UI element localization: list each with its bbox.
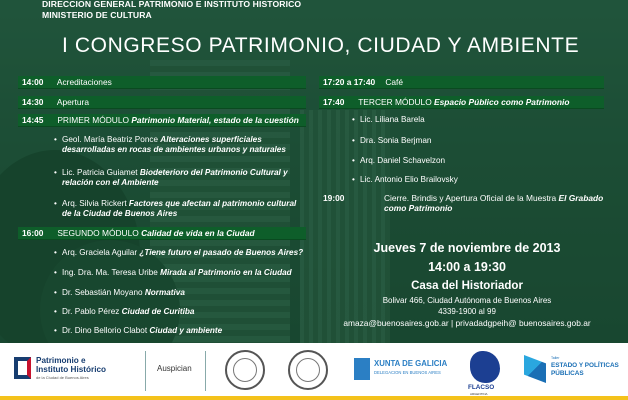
speaker-item: • Ing. Dra. Ma. Teresa Uribe Mirada al Patrimonio en la Ciudad [62, 268, 312, 278]
sponsor-footer [0, 343, 628, 400]
speaker-item: • Arq. Daniel Schavelzon [360, 156, 600, 166]
event-phone: 4339-1900 al 99 [438, 307, 496, 316]
epp-mark-icon [524, 355, 546, 383]
speaker-item: • Geol. María Beatriz Ponce Alteraciones superficiales desarrolladas en rocas de ambientes urbanos y naturales [62, 135, 308, 155]
speaker-item: • Dr. Dino Bellorio Clabot Ciudad y ambiente [62, 326, 312, 336]
closing-text: Cierre. Brindis y Apertura Oficial de la Muestra [384, 193, 559, 203]
ministry-line: MINISTERIO DE CULTURA [42, 10, 152, 20]
schedule-row [18, 76, 306, 89]
module-prefix: PRIMER MÓDULO [57, 115, 132, 125]
patrimonio-logo-icon [14, 357, 31, 379]
institution-seal-icon [288, 350, 328, 390]
xunta-flag-icon [354, 358, 370, 380]
divider [205, 351, 206, 391]
module-prefix: SEGUNDO MÓDULO [57, 228, 142, 238]
module-title: Patrimonio Material, estado de la cuestión [131, 115, 299, 125]
speaker-item: • Lic. Antonio Elio Brailovsky [360, 175, 600, 185]
speaker-item: • Lic. Patricia Guiamet Biodeterioro del Patrimonio Cultural y relación con el Ambiente [62, 168, 308, 188]
module-title: Espacio Público como Patrimonio [434, 97, 570, 107]
schedule-row [319, 76, 604, 89]
schedule-row [18, 96, 306, 109]
speaker-item: • Dr. Sebastián Moyano Normativa [62, 288, 312, 298]
row-time: 14:45 [22, 115, 44, 125]
module-header [18, 114, 306, 127]
divider [145, 351, 146, 391]
event-venue: Casa del Historiador [411, 280, 523, 292]
row-time: 16:00 [22, 228, 44, 238]
auspician-label: Auspician [157, 364, 192, 373]
speaker-item: • Lic. Liliana Barela [360, 115, 600, 125]
accent-stripe [0, 396, 628, 400]
speaker-item: • Dr. Pablo Pérez Ciudad de Curitiba [62, 307, 312, 317]
americas-map-icon [470, 351, 500, 383]
estado-politicas-logo: Taller ESTADO Y POLÍTICAS PÚBLICAS [524, 353, 624, 389]
page-title: I CONGRESO PATRIMONIO, CIUDAD Y AMBIENTE [62, 34, 580, 57]
row-text: Acreditaciones [56, 77, 112, 87]
flacso-logo: FLACSO ARGENTINA [466, 351, 504, 395]
row-text: Apertura [56, 97, 89, 107]
module-header [319, 96, 604, 109]
row-time: 17:20 a 17:40 [323, 77, 376, 87]
speaker-item: • Dra. Sonia Berjman [360, 136, 600, 146]
module-title: Calidad de vida en la Ciudad [141, 228, 255, 238]
module-header [18, 227, 306, 240]
closing-row [323, 193, 615, 217]
event-address: Bolivar 466, Ciudad Autónoma de Buenos Aires [382, 296, 552, 305]
event-time: 14:00 a 19:30 [428, 260, 506, 274]
speaker-item: • Arq. Silvia Rickert Factores que afectan al patrimonio cultural de la Ciudad de Buenos Aires [62, 199, 308, 219]
event-date: Jueves 7 de noviembre de 2013 [373, 241, 561, 255]
row-time: 19:00 [323, 193, 345, 203]
university-seal-icon [225, 350, 265, 390]
speaker-item: • Arq. Graciela Aguilar ¿Tiene futuro el pasado de Buenos Aires? [62, 248, 312, 258]
organizer-line: DIRECCION GENERAL PATRIMONIO E INSTITUTO HISTORICO [42, 0, 302, 9]
event-emails: amaza@buenosaires.gob.ar | privadadgpeih@ buenosaires.gob.ar [343, 318, 591, 328]
xunta-galicia-logo: XUNTA DE GALICIA DELEGACION EN BUENOS AIRES [354, 358, 444, 382]
exhibition-title: El Grabado como Patrimonio [384, 193, 604, 213]
row-text: Café [385, 77, 404, 87]
module-prefix: TERCER MÓDULO [358, 97, 435, 107]
row-time: 14:30 [22, 97, 44, 107]
row-time: 17:40 [323, 97, 345, 107]
row-time: 14:00 [22, 77, 44, 87]
patrimonio-logo: Patrimonio e Instituto Histórico de la Ciudad de Buenos Aires [14, 355, 134, 385]
